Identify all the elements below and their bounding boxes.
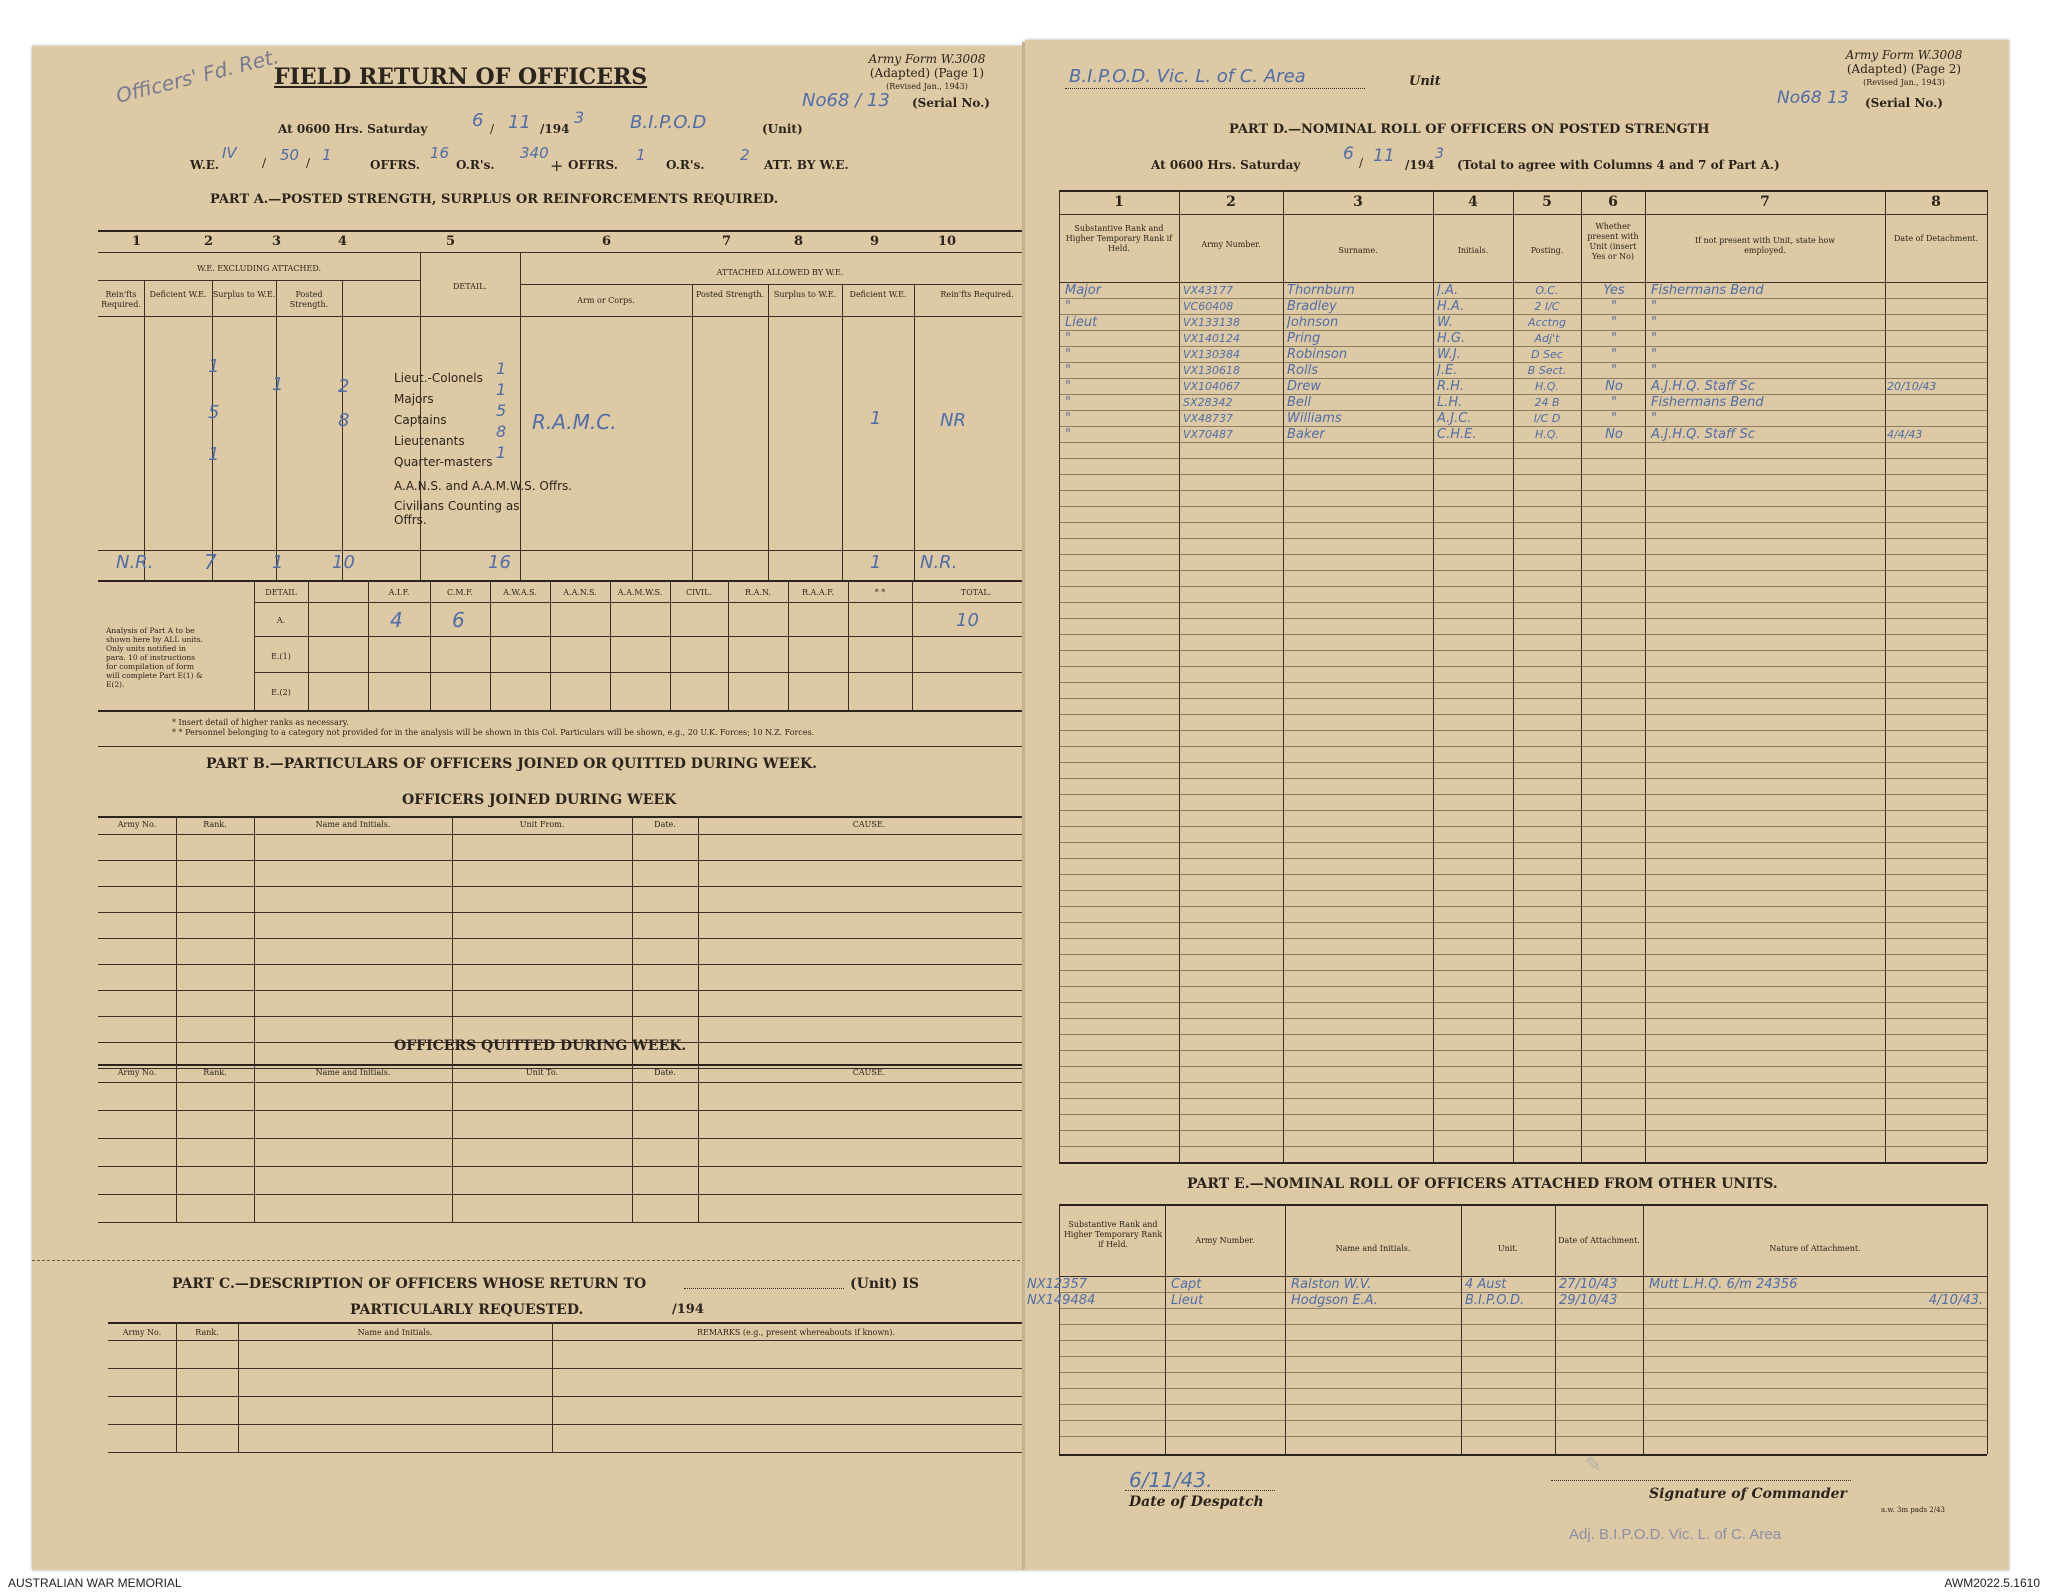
cell-rank: "	[1065, 380, 1071, 394]
cell-number: VX133138	[1183, 316, 1241, 329]
serial-number-label: (Serial No.)	[912, 96, 990, 110]
serial-number-value: No68 / 13	[802, 90, 890, 111]
surplus-value: 1	[272, 374, 284, 395]
cell-employed: "	[1651, 348, 1657, 362]
total-note: (Total to agree with Columns 4 and 7 of Part A.)	[1457, 158, 1780, 172]
cell-initials: J.E.	[1437, 364, 1458, 378]
cell-employed: "	[1651, 300, 1657, 314]
col-head: Rank.	[203, 1068, 227, 1077]
analysis-head: A.A.M.W.S.	[617, 588, 663, 597]
cell-surname: Rolls	[1287, 364, 1318, 378]
cell-date: 29/10/43	[1559, 1294, 1618, 1308]
cell-present: "	[1611, 332, 1617, 346]
cell-initials: H.A.	[1437, 300, 1465, 314]
col-number: 3	[272, 234, 282, 249]
rank-label: Civilians Counting as Offrs.	[394, 499, 520, 527]
cell-number: VX70487	[1183, 428, 1234, 441]
analysis-head: R.A.N.	[745, 588, 771, 597]
cell-number: VX48737	[1183, 412, 1234, 425]
analysis-head: C.M.F.	[447, 588, 473, 597]
cell-number: VX130384	[1183, 348, 1241, 361]
at-year-value: 3	[1435, 146, 1444, 162]
ors-value: 340	[520, 144, 549, 162]
rank-label: Lieut.-Colonels	[394, 371, 483, 385]
col-head: Date of Attachment.	[1558, 1236, 1640, 1245]
form-revised: (Revised Jan., 1943)	[886, 82, 968, 91]
analysis-head: CIVIL.	[685, 588, 713, 597]
at-year-value: 3	[574, 108, 585, 127]
cell-initials: C.H.E.	[1437, 428, 1477, 442]
col-head: Date.	[654, 1068, 676, 1077]
cell-rank: "	[1065, 412, 1071, 426]
col-head: Rank.	[203, 820, 227, 829]
deficient-value: 1	[208, 356, 220, 377]
we-label: W.E.	[190, 158, 220, 172]
col-head: Name and Initials.	[315, 1068, 391, 1077]
serial-number-value: No68 13	[1777, 88, 1849, 108]
analysis-row-label: E.(2)	[271, 688, 291, 697]
joined-title: OFFICERS JOINED DURING WEEK	[402, 792, 677, 808]
part-c-title-1: PART C.—DESCRIPTION OF OFFICERS WHOSE RETURN TO	[172, 1276, 647, 1292]
cell-employed: "	[1651, 316, 1657, 330]
form-adapted: (Adapted) (Page 2)	[1846, 62, 1962, 76]
at-unit-label: (Unit)	[762, 122, 803, 136]
col-number: 5	[446, 234, 456, 249]
cell-nature: Mutt L.H.Q. 6/m 24356	[1649, 1278, 1798, 1292]
col-head: Substantive Rank and Higher Temporary Rank if Held.	[1063, 1220, 1163, 1249]
cell-posting: I/C D	[1533, 412, 1561, 425]
cell-rank: "	[1065, 300, 1071, 314]
cell-posting: H.Q.	[1535, 428, 1559, 441]
ors2-value: 2	[740, 146, 750, 164]
col-head: Rank.	[195, 1328, 219, 1337]
col-head: Date of Detachment.	[1894, 234, 1978, 243]
col-head: If not present with Unit, state how employed.	[1694, 236, 1836, 255]
cell-rank: "	[1065, 348, 1071, 362]
part-c-date: /194	[672, 1302, 704, 1317]
analysis-head: A.I.F.	[388, 588, 410, 597]
cell-surname: Thornburn	[1287, 284, 1355, 298]
total-value: 1	[870, 552, 882, 573]
cell-surname: Bell	[1287, 396, 1312, 410]
col-number: 4	[338, 234, 348, 249]
cell-posting: B Sect.	[1527, 364, 1567, 377]
analysis-head: DETAIL	[265, 588, 297, 597]
cell-number: VX130618	[1183, 364, 1241, 377]
col-head: Deficient W.E.	[149, 290, 207, 299]
col-number: 6	[1608, 194, 1618, 210]
signature-label: Signature of Commander	[1649, 1486, 1847, 1502]
cell-number: VX104067	[1183, 380, 1241, 393]
cell-initials: W.J.	[1437, 348, 1461, 362]
col-head: Unit To.	[525, 1068, 559, 1077]
commander-signature: ✎	[1585, 1452, 1602, 1476]
at-year-label: /194	[540, 122, 570, 136]
col-head: Army No.	[117, 820, 157, 829]
form-revised: (Revised Jan., 1943)	[1863, 78, 1945, 87]
at-day-value: 6	[472, 110, 484, 131]
col-head: Arm or Corps.	[577, 296, 635, 305]
posted-value: 2	[338, 376, 350, 397]
cell-posting: H.Q.	[1535, 380, 1559, 393]
col-number: 1	[1114, 194, 1124, 210]
col-number: 2	[1226, 194, 1236, 210]
col-head: Substantive Rank and Higher Temporary Rank if Held.	[1065, 224, 1173, 253]
cell-initials: W.	[1437, 316, 1453, 330]
cell-army-no: NX149484	[1027, 1294, 1096, 1308]
cell-initials: J.A.	[1437, 284, 1459, 298]
serial-number-label: (Serial No.)	[1865, 96, 1943, 110]
analysis-note: Analysis of Part A to be shown here by ALL units. Only units notified in para. 10 of instructions for compilation of form will complete Part E(1) & E(2).	[106, 626, 203, 689]
cell-posting: 2 I/C	[1534, 300, 1560, 313]
cell-present: "	[1611, 348, 1617, 362]
quitted-title: OFFICERS QUITTED DURING WEEK.	[394, 1038, 687, 1054]
cell-number: VX43177	[1183, 284, 1234, 297]
cell-date: 27/10/43	[1559, 1278, 1618, 1292]
reinfts-att-value: NR	[940, 410, 966, 431]
col-number: 8	[794, 234, 804, 249]
we-value-1: IV	[222, 144, 237, 162]
aif-value: 4	[390, 608, 403, 632]
cell-present: No	[1605, 428, 1623, 442]
cell-surname: Johnson	[1287, 316, 1339, 330]
at-hours-label: At 0600 Hrs. Saturday	[1151, 158, 1301, 172]
form-id: Army Form W.3008	[1845, 48, 1963, 62]
cell-employed: Fishermans Bend	[1651, 284, 1764, 298]
col-head: Surplus to W.E.	[773, 290, 837, 299]
col-head: CAUSE.	[852, 820, 886, 829]
arm-corps-value: R.A.M.C.	[532, 410, 617, 434]
cell-present: "	[1611, 300, 1617, 314]
cell-rank: Capt	[1171, 1278, 1202, 1292]
footer-right: AWM2022.5.1610	[1944, 1576, 2040, 1590]
part-c-unit: (Unit) IS	[850, 1276, 919, 1292]
form-page-2: B.I.P.O.D. Vic. L. of C. Area Unit Army Form W.3008 (Adapted) (Page 2) (Revised Jan., 1943) No68 13 (Serial No.) PART D.—NOMINAL ROLL OF OFFICERS ON POSTED STRENGTH At 0600 Hrs. Saturday 6 / 11 /194 3 (Total to agree with Columns 4 and 7 of Part A.) 1 2 3 4 5 6 7 8 Substantive Rank and Higher Temporary Rank if Held. Army Number. Surname. Initials. Posting. Whether present with Unit (insert Yes or No) If not present with Unit, state how employed. Date of Detachment. Major VX43177 Thornburn J.A. O.C. Yes Fishermans Bend " VC60408 Bradley H.A. 2 I/C " " Lieut VX133138 Johnson W. Acctng " " " VX140124 Pring H.G. Adj't " " " VX130384 Robinson W.J. D Sec " " " VX130618 Rolls J.E. B Sect. " " " VX104067 Drew R.H. H.Q. No A.J.H.Q. Staff Sc 20/10/43 " SX28342 Bell L.H. 24 B " Fishermans Bend " VX48737 Williams A.J.C. I/C D " " " VX70487 Baker C.H.E. H.Q. No A.J.H.Q. Staff Sc 4/4/43 PART E.—NOMINAL ROLL OF OFFICERS ATTACHED FROM OTHER UNITS. Substantive Rank and Higher Temporary Rank if Held. Army Number. Name and Initials. Unit. Date of Attachment. Nature of Attachment. NX12357 Capt Ralston W.V. 4 Aust 27/10/43 Mutt L.H.Q. 6/m 24356 NX149484 Lieut Hodgson E.A. B.I.P.O.D. 29/10/43 4/10/43. 6/11/43. Date of Despatch ✎ Signature of Commander a.w. 3m pads 2/43 Adj. B.I.P.O.D. Vic. L. of C. Area	[1025, 40, 2009, 1570]
analysis-head: * *	[874, 588, 886, 597]
footnote: * Insert detail of higher ranks as necessary.	[172, 718, 349, 727]
cell-initials: A.J.C.	[1437, 412, 1472, 426]
cell-posting: O.C.	[1535, 284, 1559, 297]
col-number: 1	[132, 234, 142, 249]
col-head: Unit.	[1497, 1244, 1519, 1253]
col-number: 5	[1542, 194, 1552, 210]
form-id-block	[1819, 48, 1989, 90]
analysis-row-label: E.(1)	[271, 652, 291, 661]
analysis-total-value: 10	[956, 610, 979, 631]
cell-rank: "	[1065, 428, 1071, 442]
offrs-value: 16	[430, 144, 450, 162]
analysis-head: A.A.N.S.	[563, 588, 597, 597]
att-by-we-label: ATT. BY W.E.	[764, 158, 849, 172]
col-number: 2	[204, 234, 214, 249]
rank-label: Lieutenants	[394, 434, 465, 448]
detail-head: DETAIL.	[453, 282, 487, 291]
footnote: * * Personnel belonging to a category not provided for in the analysis will be shown in this Col. Particulars will be shown, e.g., 20 U.K. Forces; 10 N.Z. Forces.	[172, 728, 815, 737]
rank-label: Majors	[394, 392, 434, 406]
form-page-1: Officers' Fd. Ret. FIELD RETURN OF OFFICERS Army Form W.3008 (Adapted) (Page 1) (Revised Jan., 1943) No68 / 13 (Serial No.) At 0600 Hrs. Saturday 6 / 11 /194 3 B.I.P.O.D (Unit) W.E. IV / 50 / 1 OFFRS. 16 O.R's. 340 + OFFRS. 1 O.R's. 2 ATT. BY W.E. PART A.—POSTED STRENGTH, SURPLUS OR REINFORCEMENTS REQUIRED. 1 2 3 4 5 6 7 8 9 10 W.E. EXCLUDING ATTACHED. ATTACHED ALLOWED BY W.E. DETAIL. Rein'fts Required. Deficient W.E. Surplus to W.E. Posted Strength. Arm or Corps. Posted Strength. Surplus to W.E. Deficient W.E. Rein'fts Required. Lieut.-Colonels Majors Captains Lieutenants Quarter-masters A.A.N.S. and A.A.M.W.S. Offrs. Civilians Counting as Offrs. 1 1 5 8 1 1 5 1 1 2 8 R.A.M.C. 1 NR N.R. 7 1 10 16 1 N.R. Analysis of Part A to be shown here by ALL units. Only units notified in para. 10 of instructions for compilation of form will complete Part E(1) & E(2). DETAIL A.I.F. C.M.F. A.W.A.S. A.A.N.S. A.A.M.W.S. CIVIL. R.A.N. R.A.A.F. * * TOTAL. A. E.(1) E.(2) 4 6 10 * Insert detail of higher ranks as necessary. * * Personnel belonging to a category not provided for in the analysis will be shown in this Col. Particulars will be shown, e.g., 20 U.K. Forces; 10 N.Z. Forces. PART B.—PARTICULARS OF OFFICERS JOINED OR QUITTED DURING WEEK. OFFICERS JOINED DURING WEEK Army No. Rank. Name and Initials. Unit From. Date. CAUSE. OFFICERS QUITTED DURING WEEK. Army No. Rank. Name and Initials. Unit To. Date. CAUSE. PART C.—DESCRIPTION OF OFFICERS WHOSE RETURN TO (Unit) IS PARTICULARLY REQUESTED. /194 Army No. Rank. Name and Initials. REMARKS (e.g., present whereabouts if known).	[32, 46, 1025, 1570]
deficient-value: 5	[208, 402, 220, 423]
margin-note: Officers' Fd. Ret.	[113, 44, 282, 108]
cell-rank: Major	[1065, 284, 1102, 298]
cell-unit: B.I.P.O.D.	[1465, 1294, 1525, 1308]
col-head: REMARKS (e.g., present whereabouts if known).	[697, 1328, 895, 1337]
ors2-label: O.R's.	[666, 158, 705, 172]
form-id-block	[842, 52, 1012, 94]
deficient-att-value: 1	[870, 408, 882, 429]
cell-present: "	[1611, 412, 1617, 426]
footer-left: AUSTRALIAN WAR MEMORIAL	[8, 1576, 182, 1590]
cell-rank: "	[1065, 396, 1071, 410]
part-c-title-2: PARTICULARLY REQUESTED.	[350, 1302, 584, 1318]
part-a-title: PART A.—POSTED STRENGTH, SURPLUS OR REINFORCEMENTS REQUIRED.	[210, 192, 779, 207]
offrs2-value: 1	[636, 146, 646, 164]
col-number: 7	[722, 234, 732, 249]
rank-label: A.A.N.S. and A.A.M.W.S. Offrs.	[394, 479, 573, 493]
cell-posting: Acctng	[1528, 316, 1566, 329]
part-b-title: PART B.—PARTICULARS OF OFFICERS JOINED OR QUITTED DURING WEEK.	[206, 756, 818, 772]
print-code: a.w. 3m pads 2/43	[1881, 1506, 1945, 1514]
total-value: N.R.	[920, 552, 958, 573]
unit-label: Unit	[1409, 74, 1441, 89]
col-head: Army Number.	[1195, 1236, 1255, 1245]
cell-army-no: NX12357	[1027, 1278, 1087, 1292]
col-head: Unit From.	[519, 820, 565, 829]
cell-surname: Pring	[1287, 332, 1321, 346]
at-month-value: 11	[1373, 146, 1395, 166]
plus-sign: +	[550, 156, 564, 175]
cell-date: 20/10/43	[1887, 380, 1937, 393]
at-hours-label: At 0600 Hrs. Saturday	[278, 122, 428, 136]
cell-number: VX140124	[1183, 332, 1241, 345]
cell-present: "	[1611, 396, 1617, 410]
col-head: CAUSE.	[852, 1068, 886, 1077]
col-number: 8	[1931, 194, 1941, 210]
total-value: 10	[332, 552, 355, 573]
col-number: 3	[1353, 194, 1363, 210]
group-we-head: W.E. EXCLUDING ATTACHED.	[196, 264, 322, 273]
cell-surname: Bradley	[1287, 300, 1337, 314]
deficient-value: 1	[208, 444, 220, 465]
cell-employed: "	[1651, 364, 1657, 378]
col-number: 4	[1468, 194, 1478, 210]
cell-rank: "	[1065, 332, 1071, 346]
col-head: Army No.	[117, 1068, 157, 1077]
cell-number: SX28342	[1183, 396, 1233, 409]
at-year-label: /194	[1405, 158, 1435, 172]
col-head: Surplus to W.E.	[212, 290, 276, 299]
col-head: Deficient W.E.	[849, 290, 907, 299]
cell-rank: "	[1065, 364, 1071, 378]
form-title: FIELD RETURN OF OFFICERS	[274, 64, 648, 90]
cell-initials: L.H.	[1437, 396, 1463, 410]
cell-initials: R.H.	[1437, 380, 1465, 394]
col-head: Name and Initials.	[357, 1328, 433, 1337]
rank-label: Captains	[394, 413, 447, 427]
cell-employed: A.J.H.Q. Staff Sc	[1651, 380, 1755, 394]
posted-value: 8	[338, 410, 350, 431]
unit-value: B.I.P.O.D. Vic. L. of C. Area	[1069, 66, 1306, 87]
adjutant-stamp: Adj. B.I.P.O.D. Vic. L. of C. Area	[1569, 1526, 1782, 1543]
col-number: 9	[870, 234, 880, 249]
col-head: Posted Strength.	[289, 290, 329, 309]
at-unit-value: B.I.P.O.D	[630, 112, 707, 133]
analysis-head: R.A.A.F.	[801, 588, 835, 597]
cell-surname: Drew	[1287, 380, 1321, 394]
col-head: Rein'fts Required.	[101, 290, 141, 309]
col-number: 10	[938, 234, 957, 249]
analysis-row-label: A.	[276, 616, 286, 625]
col-head: Name and Initials.	[315, 820, 391, 829]
col-head: Posted Strength.	[695, 290, 765, 299]
cell-name: Ralston W.V.	[1291, 1278, 1372, 1292]
cmf-value: 6	[452, 608, 465, 632]
rank-label: Quarter-masters	[394, 455, 493, 469]
part-d-title: PART D.—NOMINAL ROLL OF OFFICERS ON POSTED STRENGTH	[1229, 122, 1710, 137]
col-head: Initials.	[1457, 246, 1489, 255]
cell-nature: 4/10/43.	[1928, 1294, 1983, 1308]
total-value: 1	[272, 552, 284, 573]
col-head: Date.	[654, 820, 676, 829]
col-head: Army Number.	[1201, 240, 1261, 249]
analysis-head: TOTAL.	[960, 588, 992, 597]
col-head: Posting.	[1530, 246, 1564, 255]
col-head: Surname.	[1338, 246, 1378, 255]
cell-posting: Adj't	[1534, 332, 1560, 345]
cell-present: "	[1611, 364, 1617, 378]
despatch-date-label: Date of Despatch	[1129, 1494, 1264, 1510]
we-value-2: 50	[280, 146, 300, 164]
at-month-value: 11	[508, 112, 531, 133]
cell-name: Hodgson E.A.	[1291, 1294, 1378, 1308]
offrs-label: OFFRS.	[370, 158, 420, 172]
col-head: Army No.	[122, 1328, 162, 1337]
col-head: Nature of Attachment.	[1769, 1244, 1861, 1253]
col-number: 7	[1760, 194, 1770, 210]
cell-employed: "	[1651, 412, 1657, 426]
cell-date: 4/4/43	[1887, 428, 1923, 441]
cell-number: VC60408	[1183, 300, 1234, 313]
at-day-value: 6	[1343, 144, 1354, 164]
cell-employed: A.J.H.Q. Staff Sc	[1651, 428, 1755, 442]
cell-surname: Baker	[1287, 428, 1325, 442]
cell-posting: 24 B	[1534, 396, 1560, 409]
total-value: N.R.	[116, 552, 154, 573]
despatch-date-value: 6/11/43.	[1129, 1468, 1213, 1492]
we-value-3: 1	[322, 146, 332, 164]
form-id: Army Form W.3008	[868, 52, 986, 66]
form-adapted: (Adapted) (Page 1)	[869, 66, 985, 80]
total-value: 7	[204, 550, 217, 574]
detail-marks: 1 1 5 8 1	[496, 359, 507, 462]
total-value: 16	[488, 552, 511, 573]
cell-present: No	[1605, 380, 1623, 394]
col-head: Rein'fts Required.	[940, 290, 1014, 299]
analysis-head: A.W.A.S.	[503, 588, 537, 597]
rank-list	[394, 368, 572, 527]
cell-present: Yes	[1603, 284, 1625, 298]
cell-posting: D Sec	[1531, 348, 1563, 361]
cell-employed: "	[1651, 332, 1657, 346]
col-head: Name and Initials.	[1335, 1244, 1411, 1253]
cell-rank: Lieut	[1065, 316, 1098, 330]
cell-surname: Robinson	[1287, 348, 1348, 362]
ors-label: O.R's.	[456, 158, 495, 172]
col-head: Whether present with Unit (insert Yes or No)	[1587, 222, 1639, 261]
part-e-title: PART E.—NOMINAL ROLL OF OFFICERS ATTACHED FROM OTHER UNITS.	[1187, 1176, 1778, 1192]
cell-employed: Fishermans Bend	[1651, 396, 1764, 410]
cell-initials: H.G.	[1437, 332, 1466, 346]
cell-unit: 4 Aust	[1465, 1278, 1507, 1292]
cell-rank: Lieut	[1171, 1294, 1204, 1308]
col-number: 6	[602, 234, 612, 249]
group-att-head: ATTACHED ALLOWED BY W.E.	[716, 268, 844, 277]
offrs2-label: OFFRS.	[568, 158, 618, 172]
cell-present: "	[1611, 316, 1617, 330]
cell-surname: Williams	[1287, 412, 1342, 426]
